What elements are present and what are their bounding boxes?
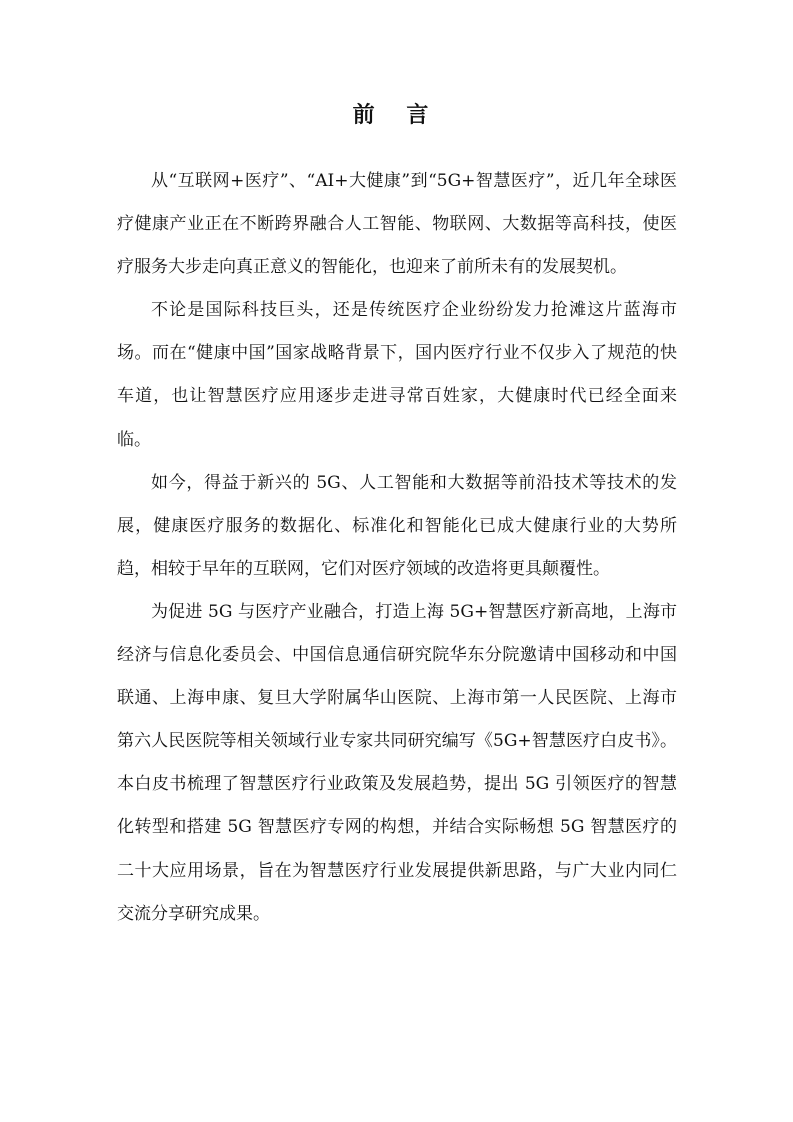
paragraph-4: 为促进 5G 与医疗产业融合，打造上海 5G+智慧医疗新高地，上海市经济与信息化委员会、中国信息通信研究院华东分院邀请中国移动和中国联通、上海申康、复旦大学附属华山医院、上海市第一人民医院、上海市第六人民医院等相关领域行业专家共同研究编写《5G+智慧医疗白皮书》。本白皮书梳理了智慧医疗行业政策及发展趋势，提出 5G 引领医疗的智慧化转型和搭建 5G 智慧医疗专网的构想，并结合实际畅想 5G 智慧医疗的二十大应用场景，旨在为智慧医疗行业发展提供新思路，与广大业内同仁交流分享研究成果。: [117, 601, 677, 924]
paragraph-3: 如今，得益于新兴的 5G、人工智能和大数据等前沿技术等技术的发展，健康医疗服务的数据化、标准化和智能化已成大健康行业的大势所趋，相较于早年的互联网，它们对医疗领域的改造将更具颠覆性。: [117, 472, 677, 579]
page-title: 前 言: [352, 103, 441, 128]
paragraph-1: 从“互联网+医疗”、“AI+大健康”到“5G+智慧医疗”，近几年全球医疗健康产业正在不断跨界融合人工智能、物联网、大数据等高科技，使医疗服务大步走向真正意义的智能化，也迎来了前所未有的发展契机。: [117, 171, 677, 278]
paragraph-2: 不论是国际科技巨头，还是传统医疗企业纷纷发力抢滩这片蓝海市场。而在“健康中国”国家战略背景下，国内医疗行业不仅步入了规范的快车道，也让智慧医疗应用逐步走进寻常百姓家，大健康时代已经全面来临。: [117, 300, 677, 450]
document-body: [117, 160, 677, 936]
